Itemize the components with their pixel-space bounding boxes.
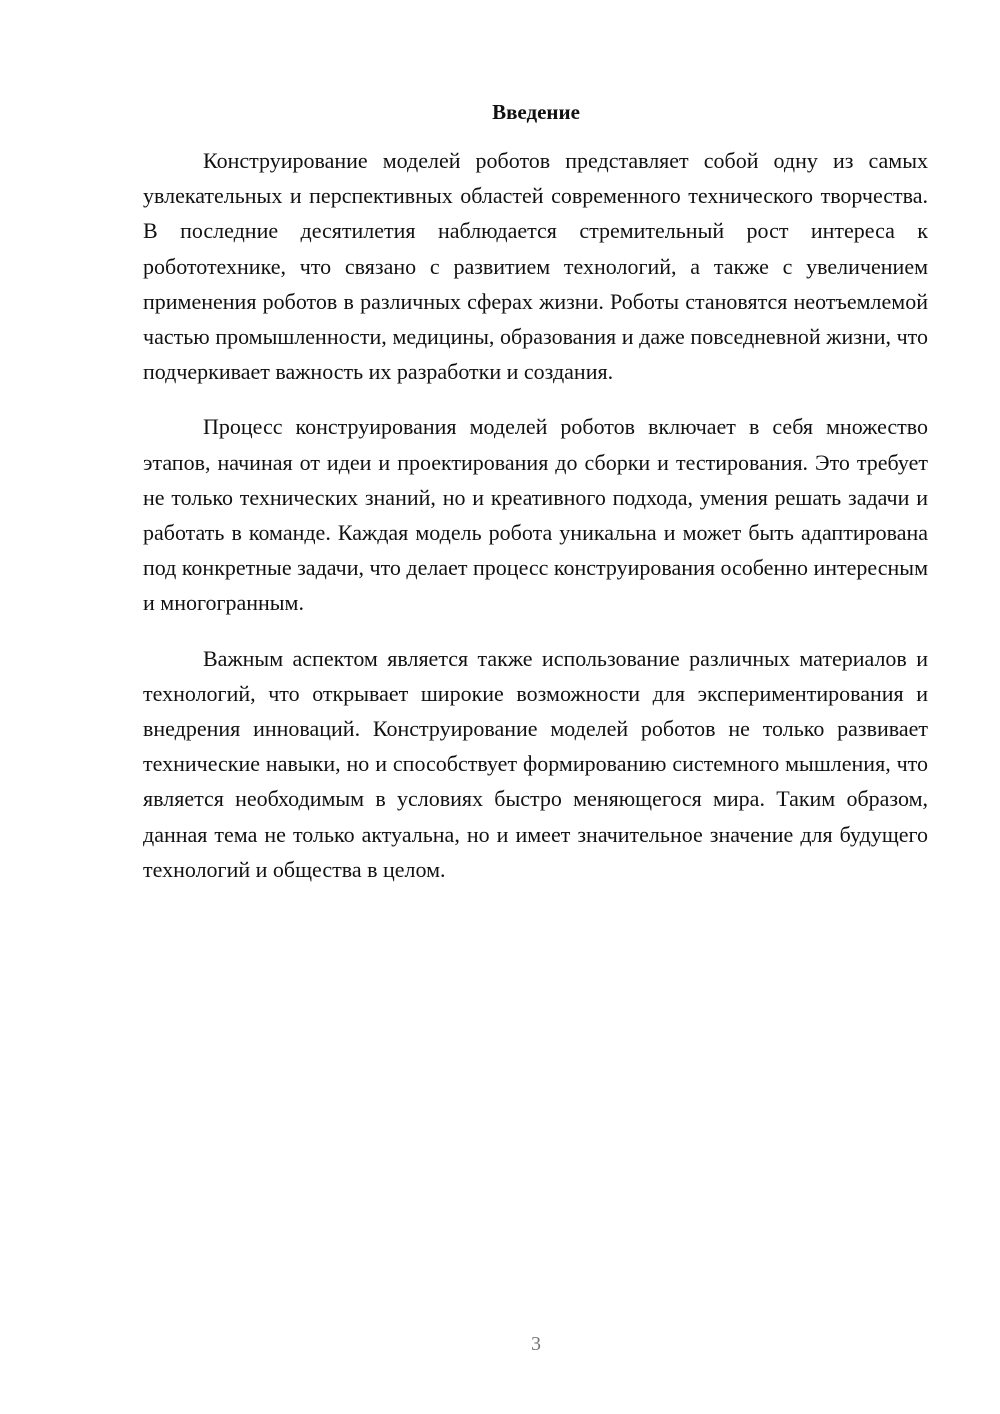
paragraph-2: Процесс конструирования моделей роботов включает в себя множество этапов, начиная от идеи и проектирования до сборки и тестирования. Это требует не только технических знаний, но и креативного подхода, умения решать задачи и работать в команде. Каждая модель робота уникальна и может быть адаптирована под конкретные задачи, что делает процесс конструирования особенно интересным и многогранным. <box>143 414 928 616</box>
paragraph-3: Важным аспектом является также использование различных материалов и технологий, что открывает широкие возможности для экспериментирования и внедрения инноваций. Конструирование моделей роботов не только развивает технические навыки, но и способствует формированию системного мышления, что является необходимым в условиях быстро меняющегося мира. Таким образом, данная тема не только актуальна, но и имеет значительное значение для будущего технологий и общества в целом. <box>143 645 928 882</box>
body-text <box>143 143 928 907</box>
page-number: 3 <box>531 1333 541 1355</box>
section-title: Введение <box>492 100 580 124</box>
paragraph-1: Конструирование моделей роботов представляет собой одну из самых увлекательных и перспективных областей современного технического творчества. В последние десятилетия наблюдается стремительный рост интереса к робототехнике, что связано с развитием технологий, а также с увеличением применения роботов в различных сферах жизни. Роботы становятся неотъемлемой частью промышленности, медицины, образования и даже повседневной жизни, что подчеркивает важность их разработки и создания. <box>143 148 928 385</box>
